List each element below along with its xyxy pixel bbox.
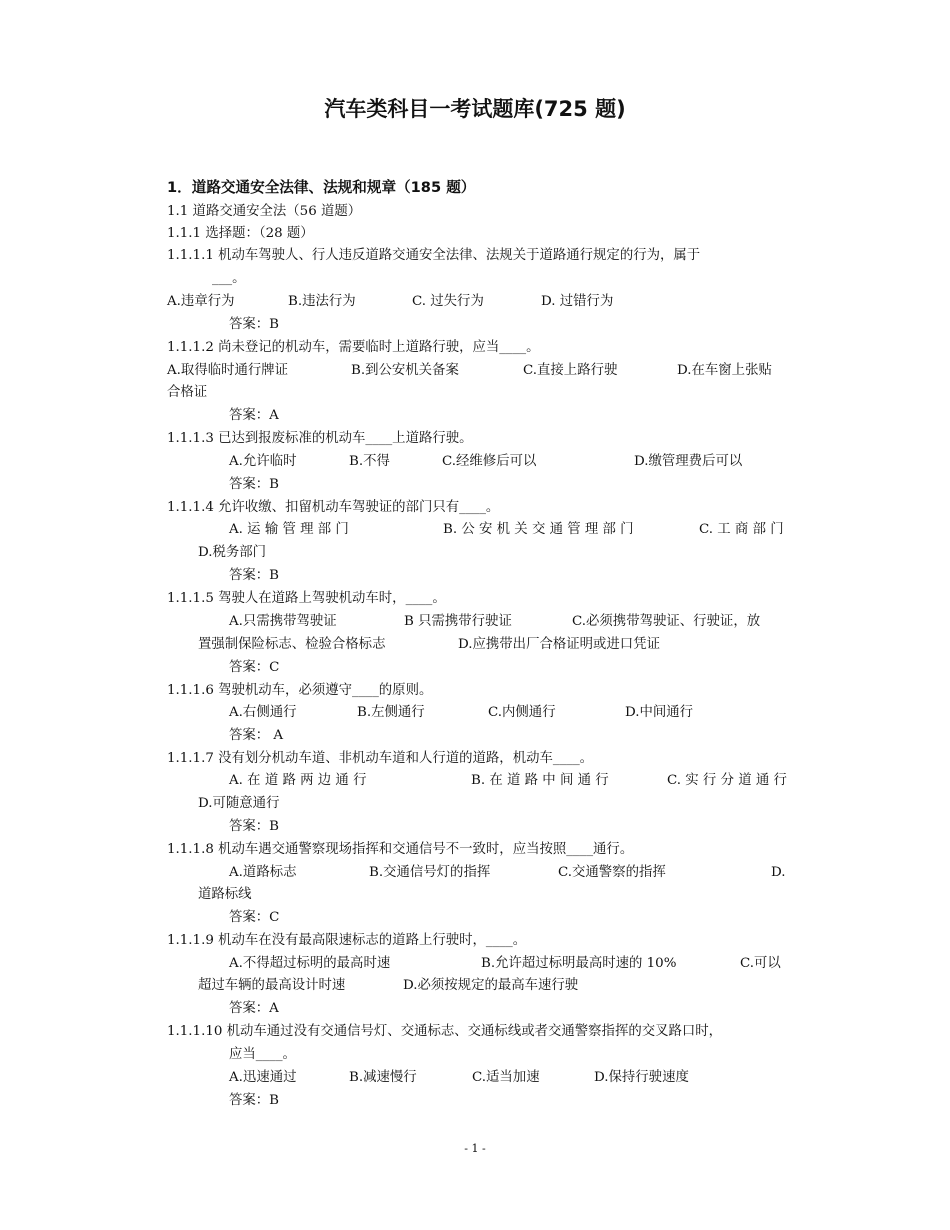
text-line: D.缴管理费后可以: [634, 454, 743, 469]
text-line: 超过车辆的最高设计时速: [198, 978, 346, 993]
text-line: 1.1.1.4 允许收缴、扣留机动车驾驶证的部门只有____。: [167, 500, 500, 515]
text-line: B. 公 安 机 关 交 通 管 理 部 门: [443, 522, 634, 537]
text-line: B.违法行为: [288, 294, 356, 309]
text-line: D.必须按规定的最高车速行驶: [403, 978, 579, 993]
text-line: C.经维修后可以: [442, 454, 537, 469]
text-line: 答案：C: [229, 660, 280, 675]
text-line: 1.1.1 选择题：（28 题）: [167, 226, 314, 241]
text-line: ___。: [212, 271, 246, 286]
text-line: 1.1.1.6 驾驶机动车，必须遵守____的原则。: [167, 683, 433, 698]
text-line: 答案：B: [229, 317, 280, 332]
text-line: 1.1.1.8 机动车遇交通警察现场指挥和交通信号不一致时，应当按照____通行。: [167, 842, 634, 857]
text-line: C.内侧通行: [488, 705, 556, 720]
text-line: B.交通信号灯的指挥: [369, 865, 491, 880]
text-line: D.保持行驶速度: [594, 1070, 689, 1085]
text-line: 答案：B: [229, 819, 280, 834]
text-line: 答案：C: [229, 910, 280, 925]
text-line: 答案：B: [229, 477, 280, 492]
text-line: A.只需携带驾驶证: [229, 614, 337, 629]
text-line: A.允许临时: [229, 454, 297, 469]
text-line: A.道路标志: [229, 865, 297, 880]
text-line: B.减速慢行: [349, 1070, 417, 1085]
text-line: 1.1.1.10 机动车通过没有交通信号灯、交通标志、交通标线或者交通警察指挥的交叉路口时，: [167, 1024, 723, 1039]
text-line: D.可随意通行: [198, 796, 280, 811]
text-line: 答案：A: [229, 408, 279, 423]
page-number: - 1 -: [464, 1142, 486, 1155]
text-line: 1.1 道路交通安全法（56 道题）: [167, 204, 362, 219]
text-line: C. 工 商 部 门: [699, 522, 784, 537]
text-line: D. 过错行为: [541, 294, 614, 309]
text-line: A. 运 输 管 理 部 门: [229, 522, 349, 537]
text-line: D.税务部门: [198, 545, 267, 560]
text-line: C.可以: [740, 956, 781, 971]
text-line: 1.1.1.9 机动车在没有最高限速标志的道路上行驶时，____。: [167, 933, 527, 948]
text-line: C.适当加速: [472, 1070, 540, 1085]
text-line: A. 在 道 路 两 边 通 行: [229, 773, 367, 788]
text-line: 1.1.1.7 没有划分机动车道、非机动车道和人行道的道路，机动车____。: [167, 751, 594, 766]
text-line: C. 过失行为: [412, 294, 484, 309]
text-line: C.直接上路行驶: [523, 363, 618, 378]
text-line: 1.1.1.2 尚未登记的机动车，需要临时上道路行驶，应当____。: [167, 340, 540, 355]
text-line: D.: [771, 865, 786, 880]
text-line: 应当____。: [229, 1047, 296, 1062]
document-title: 汽车类科目一考试题库(725 题): [324, 97, 626, 121]
text-line: C. 实 行 分 道 通 行: [667, 773, 787, 788]
text-line: A.取得临时通行牌证: [167, 363, 289, 378]
text-line: B. 在 道 路 中 间 通 行: [471, 773, 609, 788]
text-line: A.不得超过标明的最高时速: [229, 956, 391, 971]
text-line: 答案：B: [229, 1093, 280, 1108]
text-line: 1.1.1.5 驾驶人在道路上驾驶机动车时，____。: [167, 591, 446, 606]
text-line: 道路标线: [198, 887, 252, 902]
text-line: B.左侧通行: [357, 705, 425, 720]
text-line: C.交通警察的指挥: [558, 865, 666, 880]
text-line: 1.1.1.3 已达到报废标准的机动车____上道路行驶。: [167, 431, 473, 446]
text-line: B 只需携带行驶证: [404, 614, 512, 629]
text-line: D.中间通行: [625, 705, 694, 720]
text-line: B.允许超过标明最高时速的 10%: [481, 956, 677, 971]
text-line: 1.1.1.1 机动车驾驶人、行人违反道路交通安全法律、法规关于道路通行规定的行为，属于: [167, 248, 701, 263]
section-heading: 1．道路交通安全法律、法规和规章（185 题）: [167, 179, 476, 196]
text-line: 答案：B: [229, 568, 280, 583]
text-line: B.到公安机关备案: [351, 363, 459, 378]
text-line: 答案：A: [229, 1001, 279, 1016]
text-line: 合格证: [167, 385, 208, 400]
text-line: A.迅速通过: [229, 1070, 297, 1085]
text-line: D.在车窗上张贴: [677, 363, 772, 378]
text-line: D.应携带出厂合格证明或进口凭证: [458, 637, 660, 652]
text-line: 置强制保险标志、检验合格标志: [198, 637, 386, 652]
text-line: 答案： A: [229, 728, 284, 743]
text-line: A.右侧通行: [229, 705, 297, 720]
text-line: A.违章行为: [167, 294, 235, 309]
text-line: C.必须携带驾驶证、行驶证，放: [572, 614, 761, 629]
text-line: B.不得: [349, 454, 390, 469]
